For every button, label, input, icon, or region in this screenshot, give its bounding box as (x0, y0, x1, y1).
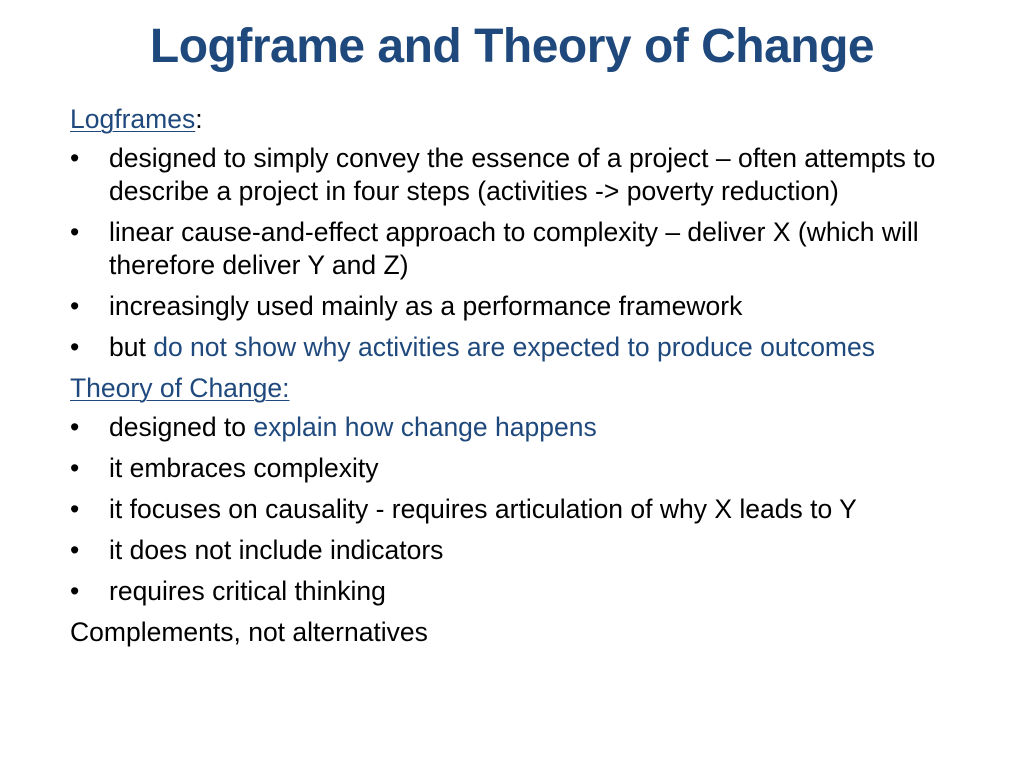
bullet-icon: • (70, 143, 80, 173)
bullet-text: designed to (109, 412, 254, 442)
list-item (70, 493, 970, 526)
list-item (70, 216, 970, 282)
bullet-icon: • (70, 494, 80, 524)
list-item (70, 290, 970, 323)
bullet-text: it embraces complexity (109, 453, 379, 483)
list-item (70, 331, 970, 364)
bullet-text: increasingly used mainly as a performance framework (109, 291, 743, 321)
bullet-text: it does not include indicators (109, 535, 444, 565)
list-item (70, 575, 970, 608)
section-heading-label: Logframes (70, 104, 196, 134)
closing-statement: Complements, not alternatives (70, 617, 428, 647)
list-item (70, 534, 970, 567)
bullet-highlight: explain how change happens (253, 412, 597, 442)
bullet-text: designed to simply convey the essence of a project – often attempts to describe a project in four steps (activities -> poverty reduction) (109, 143, 936, 206)
bullet-icon: • (70, 576, 80, 606)
section-heading-label: Theory of Change: (70, 373, 290, 403)
bullet-icon: • (70, 291, 80, 321)
bullet-icon: • (70, 453, 80, 483)
bullet-text: but (109, 332, 154, 362)
list-item (70, 142, 970, 208)
section-heading-suffix: : (195, 104, 203, 134)
bullet-icon: • (70, 535, 80, 565)
list-item (70, 452, 970, 485)
slide-title: Logframe and Theory of Change (149, 20, 875, 73)
bullet-icon: • (70, 332, 80, 362)
bullet-icon: • (70, 412, 80, 442)
list-item (70, 411, 970, 444)
section-heading-logframes (70, 103, 970, 136)
bullet-text: requires critical thinking (109, 576, 386, 606)
section-heading-theory-of-change (70, 372, 970, 405)
slide-body (70, 103, 970, 649)
bullet-list-logframes (70, 142, 970, 364)
bullet-icon: • (70, 217, 80, 247)
bullet-text: it focuses on causality - requires articulation of why X leads to Y (109, 494, 857, 524)
bullet-text: linear cause-and-effect approach to complexity – deliver X (which will therefore deliver Y and Z) (109, 217, 919, 280)
bullet-list-theory-of-change (70, 411, 970, 608)
bullet-highlight: do not show why activities are expected to produce outcomes (153, 332, 875, 362)
